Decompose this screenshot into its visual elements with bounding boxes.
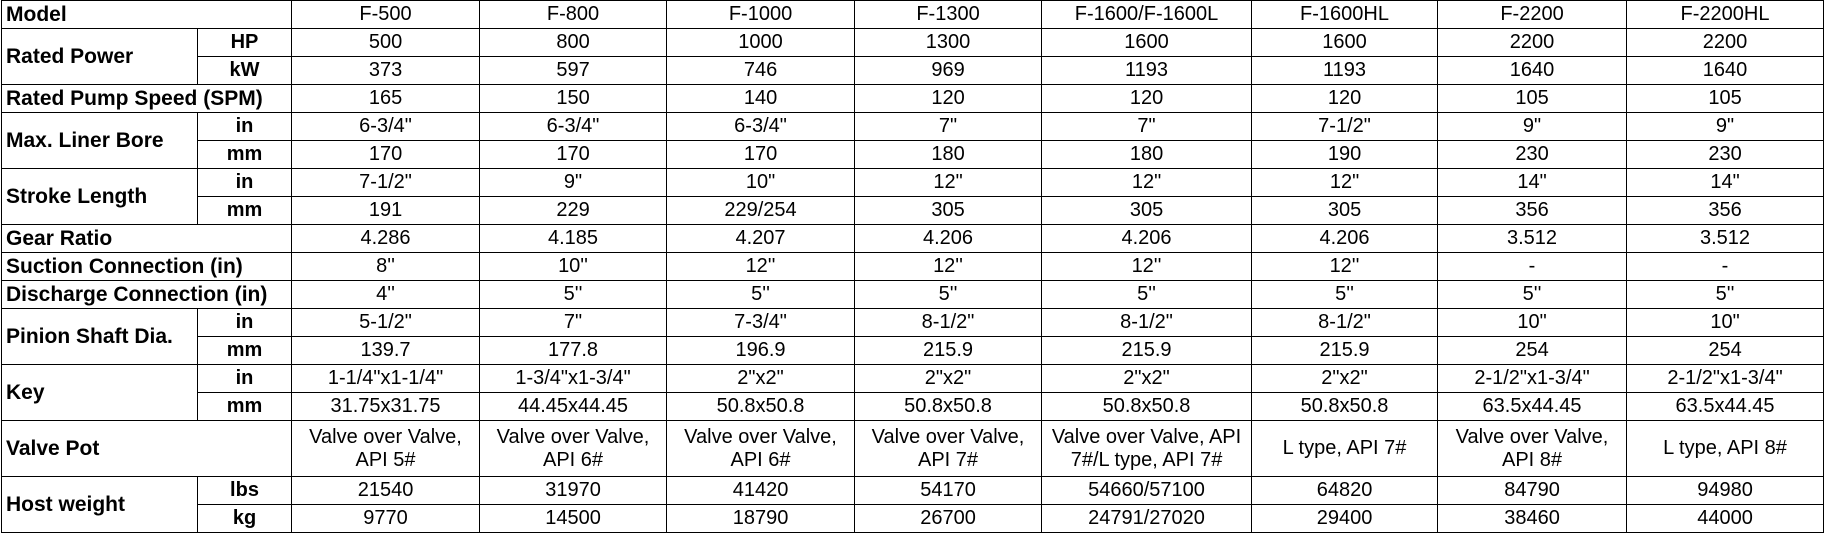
table-cell: 2"x2" bbox=[1252, 365, 1438, 393]
table-cell: 2-1/2"x1-3/4" bbox=[1627, 365, 1824, 393]
table-row bbox=[2, 197, 1824, 225]
table-cell: 4.206 bbox=[1252, 225, 1438, 253]
table-cell: 1193 bbox=[1252, 57, 1438, 85]
table-cell: 10" bbox=[1438, 309, 1627, 337]
table-cell: 7" bbox=[1042, 113, 1252, 141]
table-cell: 230 bbox=[1438, 141, 1627, 169]
table-cell: 4.286 bbox=[292, 225, 480, 253]
row-label: Discharge Connection (in) bbox=[2, 281, 292, 309]
table-cell: 305 bbox=[1252, 197, 1438, 225]
table-cell: 7-1/2" bbox=[1252, 113, 1438, 141]
table-cell: 3.512 bbox=[1627, 225, 1824, 253]
table-cell: 5-1/2" bbox=[292, 309, 480, 337]
table-row bbox=[2, 29, 1824, 57]
row-label: Pinion Shaft Dia. bbox=[2, 309, 198, 365]
table-cell: 1640 bbox=[1438, 57, 1627, 85]
table-cell: 105 bbox=[1438, 85, 1627, 113]
table-cell: 4'' bbox=[292, 281, 480, 309]
table-cell: 5'' bbox=[1627, 281, 1824, 309]
table-cell: 94980 bbox=[1627, 477, 1824, 505]
table-cell: 1-1/4"x1-1/4" bbox=[292, 365, 480, 393]
table-row bbox=[2, 477, 1824, 505]
row-label: Valve Pot bbox=[2, 421, 292, 477]
table-cell: Valve over Valve, API 7#/L type, API 7# bbox=[1042, 421, 1252, 477]
unit-label: in bbox=[198, 309, 292, 337]
table-cell: 5'' bbox=[1438, 281, 1627, 309]
table-row bbox=[2, 505, 1824, 533]
unit-label: in bbox=[198, 113, 292, 141]
table-cell: 14" bbox=[1438, 169, 1627, 197]
model-name: F-1000 bbox=[667, 1, 855, 29]
table-row bbox=[2, 225, 1824, 253]
table-cell: 54660/57100 bbox=[1042, 477, 1252, 505]
table-cell: 50.8x50.8 bbox=[855, 393, 1042, 421]
model-name: F-500 bbox=[292, 1, 480, 29]
table-cell: 14500 bbox=[480, 505, 667, 533]
table-cell: 50.8x50.8 bbox=[667, 393, 855, 421]
table-cell: 215.9 bbox=[855, 337, 1042, 365]
table-cell: 746 bbox=[667, 57, 855, 85]
table-cell: 12" bbox=[855, 169, 1042, 197]
table-cell: 969 bbox=[855, 57, 1042, 85]
table-cell: 230 bbox=[1627, 141, 1824, 169]
table-cell: 29400 bbox=[1252, 505, 1438, 533]
table-cell: 7-1/2" bbox=[292, 169, 480, 197]
table-cell: 6-3/4" bbox=[667, 113, 855, 141]
spec-table-body bbox=[2, 1, 1824, 533]
table-cell: 196.9 bbox=[667, 337, 855, 365]
table-cell: 18790 bbox=[667, 505, 855, 533]
row-label: Stroke Length bbox=[2, 169, 198, 225]
table-cell: 12'' bbox=[1252, 253, 1438, 281]
table-cell: 21540 bbox=[292, 477, 480, 505]
unit-label: kg bbox=[198, 505, 292, 533]
table-cell: 7" bbox=[480, 309, 667, 337]
table-row bbox=[2, 365, 1824, 393]
table-cell: 180 bbox=[855, 141, 1042, 169]
model-name: F-2200 bbox=[1438, 1, 1627, 29]
table-cell: 10'' bbox=[480, 253, 667, 281]
table-cell: 2"x2" bbox=[667, 365, 855, 393]
table-cell: Valve over Valve, API 8# bbox=[1438, 421, 1627, 477]
table-cell: - bbox=[1438, 253, 1627, 281]
row-label: Rated Pump Speed (SPM) bbox=[2, 85, 292, 113]
row-label: Host weight bbox=[2, 477, 198, 533]
table-cell: 1-3/4"x1-3/4" bbox=[480, 365, 667, 393]
table-cell: 63.5x44.45 bbox=[1438, 393, 1627, 421]
table-cell: 8-1/2" bbox=[1042, 309, 1252, 337]
table-cell: 356 bbox=[1627, 197, 1824, 225]
table-cell: 191 bbox=[292, 197, 480, 225]
table-cell: 3.512 bbox=[1438, 225, 1627, 253]
unit-label: mm bbox=[198, 141, 292, 169]
table-cell: 1300 bbox=[855, 29, 1042, 57]
table-row bbox=[2, 281, 1824, 309]
table-cell: 64820 bbox=[1252, 477, 1438, 505]
table-cell: 4.185 bbox=[480, 225, 667, 253]
table-cell: 14" bbox=[1627, 169, 1824, 197]
table-cell: Valve over Valve, API 6# bbox=[667, 421, 855, 477]
table-cell: 12'' bbox=[1042, 253, 1252, 281]
table-cell: 12'' bbox=[667, 253, 855, 281]
table-cell: 165 bbox=[292, 85, 480, 113]
table-row bbox=[2, 337, 1824, 365]
table-row bbox=[2, 393, 1824, 421]
table-row bbox=[2, 113, 1824, 141]
table-cell: 44.45x44.45 bbox=[480, 393, 667, 421]
table-cell: 180 bbox=[1042, 141, 1252, 169]
table-cell: Valve over Valve, API 5# bbox=[292, 421, 480, 477]
table-cell: 2200 bbox=[1627, 29, 1824, 57]
header-label: Model bbox=[2, 1, 292, 29]
table-cell: 597 bbox=[480, 57, 667, 85]
table-cell: 170 bbox=[480, 141, 667, 169]
table-cell: 38460 bbox=[1438, 505, 1627, 533]
table-cell: 1640 bbox=[1627, 57, 1824, 85]
table-cell: 5'' bbox=[1042, 281, 1252, 309]
unit-label: mm bbox=[198, 393, 292, 421]
table-cell: 24791/27020 bbox=[1042, 505, 1252, 533]
unit-label: in bbox=[198, 169, 292, 197]
table-cell: L type, API 7# bbox=[1252, 421, 1438, 477]
table-cell: 6-3/4" bbox=[292, 113, 480, 141]
table-cell: 26700 bbox=[855, 505, 1042, 533]
table-cell: 305 bbox=[855, 197, 1042, 225]
table-cell: 170 bbox=[667, 141, 855, 169]
row-label: Suction Connection (in) bbox=[2, 253, 292, 281]
table-cell: 10" bbox=[1627, 309, 1824, 337]
table-cell: 9" bbox=[1438, 113, 1627, 141]
unit-label: HP bbox=[198, 29, 292, 57]
table-row bbox=[2, 253, 1824, 281]
table-cell: 31970 bbox=[480, 477, 667, 505]
table-cell: 800 bbox=[480, 29, 667, 57]
table-cell: 229/254 bbox=[667, 197, 855, 225]
table-cell: 5'' bbox=[855, 281, 1042, 309]
table-cell: 2"x2" bbox=[1042, 365, 1252, 393]
model-name: F-1300 bbox=[855, 1, 1042, 29]
header-row bbox=[2, 1, 1824, 29]
table-cell: 41420 bbox=[667, 477, 855, 505]
table-cell: L type, API 8# bbox=[1627, 421, 1824, 477]
table-cell: 120 bbox=[1252, 85, 1438, 113]
table-cell: 229 bbox=[480, 197, 667, 225]
table-cell: 9" bbox=[480, 169, 667, 197]
spec-table bbox=[1, 0, 1824, 533]
table-cell: 5'' bbox=[480, 281, 667, 309]
table-row bbox=[2, 309, 1824, 337]
table-cell: 373 bbox=[292, 57, 480, 85]
table-cell: 4.206 bbox=[855, 225, 1042, 253]
table-cell: 1600 bbox=[1042, 29, 1252, 57]
table-cell: 356 bbox=[1438, 197, 1627, 225]
table-cell: 7" bbox=[855, 113, 1042, 141]
table-cell: 8'' bbox=[292, 253, 480, 281]
table-cell: 500 bbox=[292, 29, 480, 57]
row-label: Key bbox=[2, 365, 198, 421]
table-cell: 12'' bbox=[855, 253, 1042, 281]
table-cell: 1000 bbox=[667, 29, 855, 57]
table-cell: 63.5x44.45 bbox=[1627, 393, 1824, 421]
table-cell: 120 bbox=[1042, 85, 1252, 113]
table-cell: 215.9 bbox=[1042, 337, 1252, 365]
unit-label: mm bbox=[198, 337, 292, 365]
table-cell: 190 bbox=[1252, 141, 1438, 169]
table-cell: 5'' bbox=[667, 281, 855, 309]
table-cell: 170 bbox=[292, 141, 480, 169]
table-cell: 1600 bbox=[1252, 29, 1438, 57]
table-cell: 120 bbox=[855, 85, 1042, 113]
table-cell: 140 bbox=[667, 85, 855, 113]
table-cell: 4.207 bbox=[667, 225, 855, 253]
unit-label: mm bbox=[198, 197, 292, 225]
model-name: F-1600/F-1600L bbox=[1042, 1, 1252, 29]
table-cell: 2-1/2"x1-3/4" bbox=[1438, 365, 1627, 393]
table-cell: 9" bbox=[1627, 113, 1824, 141]
row-label: Max. Liner Bore bbox=[2, 113, 198, 169]
row-label: Rated Power bbox=[2, 29, 198, 85]
table-cell: 7-3/4" bbox=[667, 309, 855, 337]
table-cell: 6-3/4" bbox=[480, 113, 667, 141]
table-cell: Valve over Valve, API 6# bbox=[480, 421, 667, 477]
table-cell: 305 bbox=[1042, 197, 1252, 225]
row-label: Gear Ratio bbox=[2, 225, 292, 253]
model-name: F-2200HL bbox=[1627, 1, 1824, 29]
table-cell: 254 bbox=[1627, 337, 1824, 365]
table-cell: 31.75x31.75 bbox=[292, 393, 480, 421]
table-cell: 254 bbox=[1438, 337, 1627, 365]
table-cell: - bbox=[1627, 253, 1824, 281]
table-cell: 177.8 bbox=[480, 337, 667, 365]
table-cell: 2"x2" bbox=[855, 365, 1042, 393]
table-cell: 8-1/2" bbox=[1252, 309, 1438, 337]
table-cell: 9770 bbox=[292, 505, 480, 533]
unit-label: in bbox=[198, 365, 292, 393]
table-row bbox=[2, 57, 1824, 85]
table-cell: 8-1/2" bbox=[855, 309, 1042, 337]
table-cell: 5'' bbox=[1252, 281, 1438, 309]
table-cell: 215.9 bbox=[1252, 337, 1438, 365]
table-cell: Valve over Valve, API 7# bbox=[855, 421, 1042, 477]
table-cell: 2200 bbox=[1438, 29, 1627, 57]
table-cell: 10" bbox=[667, 169, 855, 197]
unit-label: lbs bbox=[198, 477, 292, 505]
table-cell: 84790 bbox=[1438, 477, 1627, 505]
unit-label: kW bbox=[198, 57, 292, 85]
table-cell: 4.206 bbox=[1042, 225, 1252, 253]
table-row bbox=[2, 141, 1824, 169]
model-name: F-1600HL bbox=[1252, 1, 1438, 29]
model-name: F-800 bbox=[480, 1, 667, 29]
table-cell: 12" bbox=[1042, 169, 1252, 197]
table-row bbox=[2, 421, 1824, 477]
table-cell: 105 bbox=[1627, 85, 1824, 113]
table-cell: 50.8x50.8 bbox=[1042, 393, 1252, 421]
table-cell: 139.7 bbox=[292, 337, 480, 365]
table-cell: 50.8x50.8 bbox=[1252, 393, 1438, 421]
table-cell: 12" bbox=[1252, 169, 1438, 197]
table-row bbox=[2, 85, 1824, 113]
table-row bbox=[2, 169, 1824, 197]
table-cell: 150 bbox=[480, 85, 667, 113]
table-cell: 44000 bbox=[1627, 505, 1824, 533]
table-cell: 54170 bbox=[855, 477, 1042, 505]
table-cell: 1193 bbox=[1042, 57, 1252, 85]
